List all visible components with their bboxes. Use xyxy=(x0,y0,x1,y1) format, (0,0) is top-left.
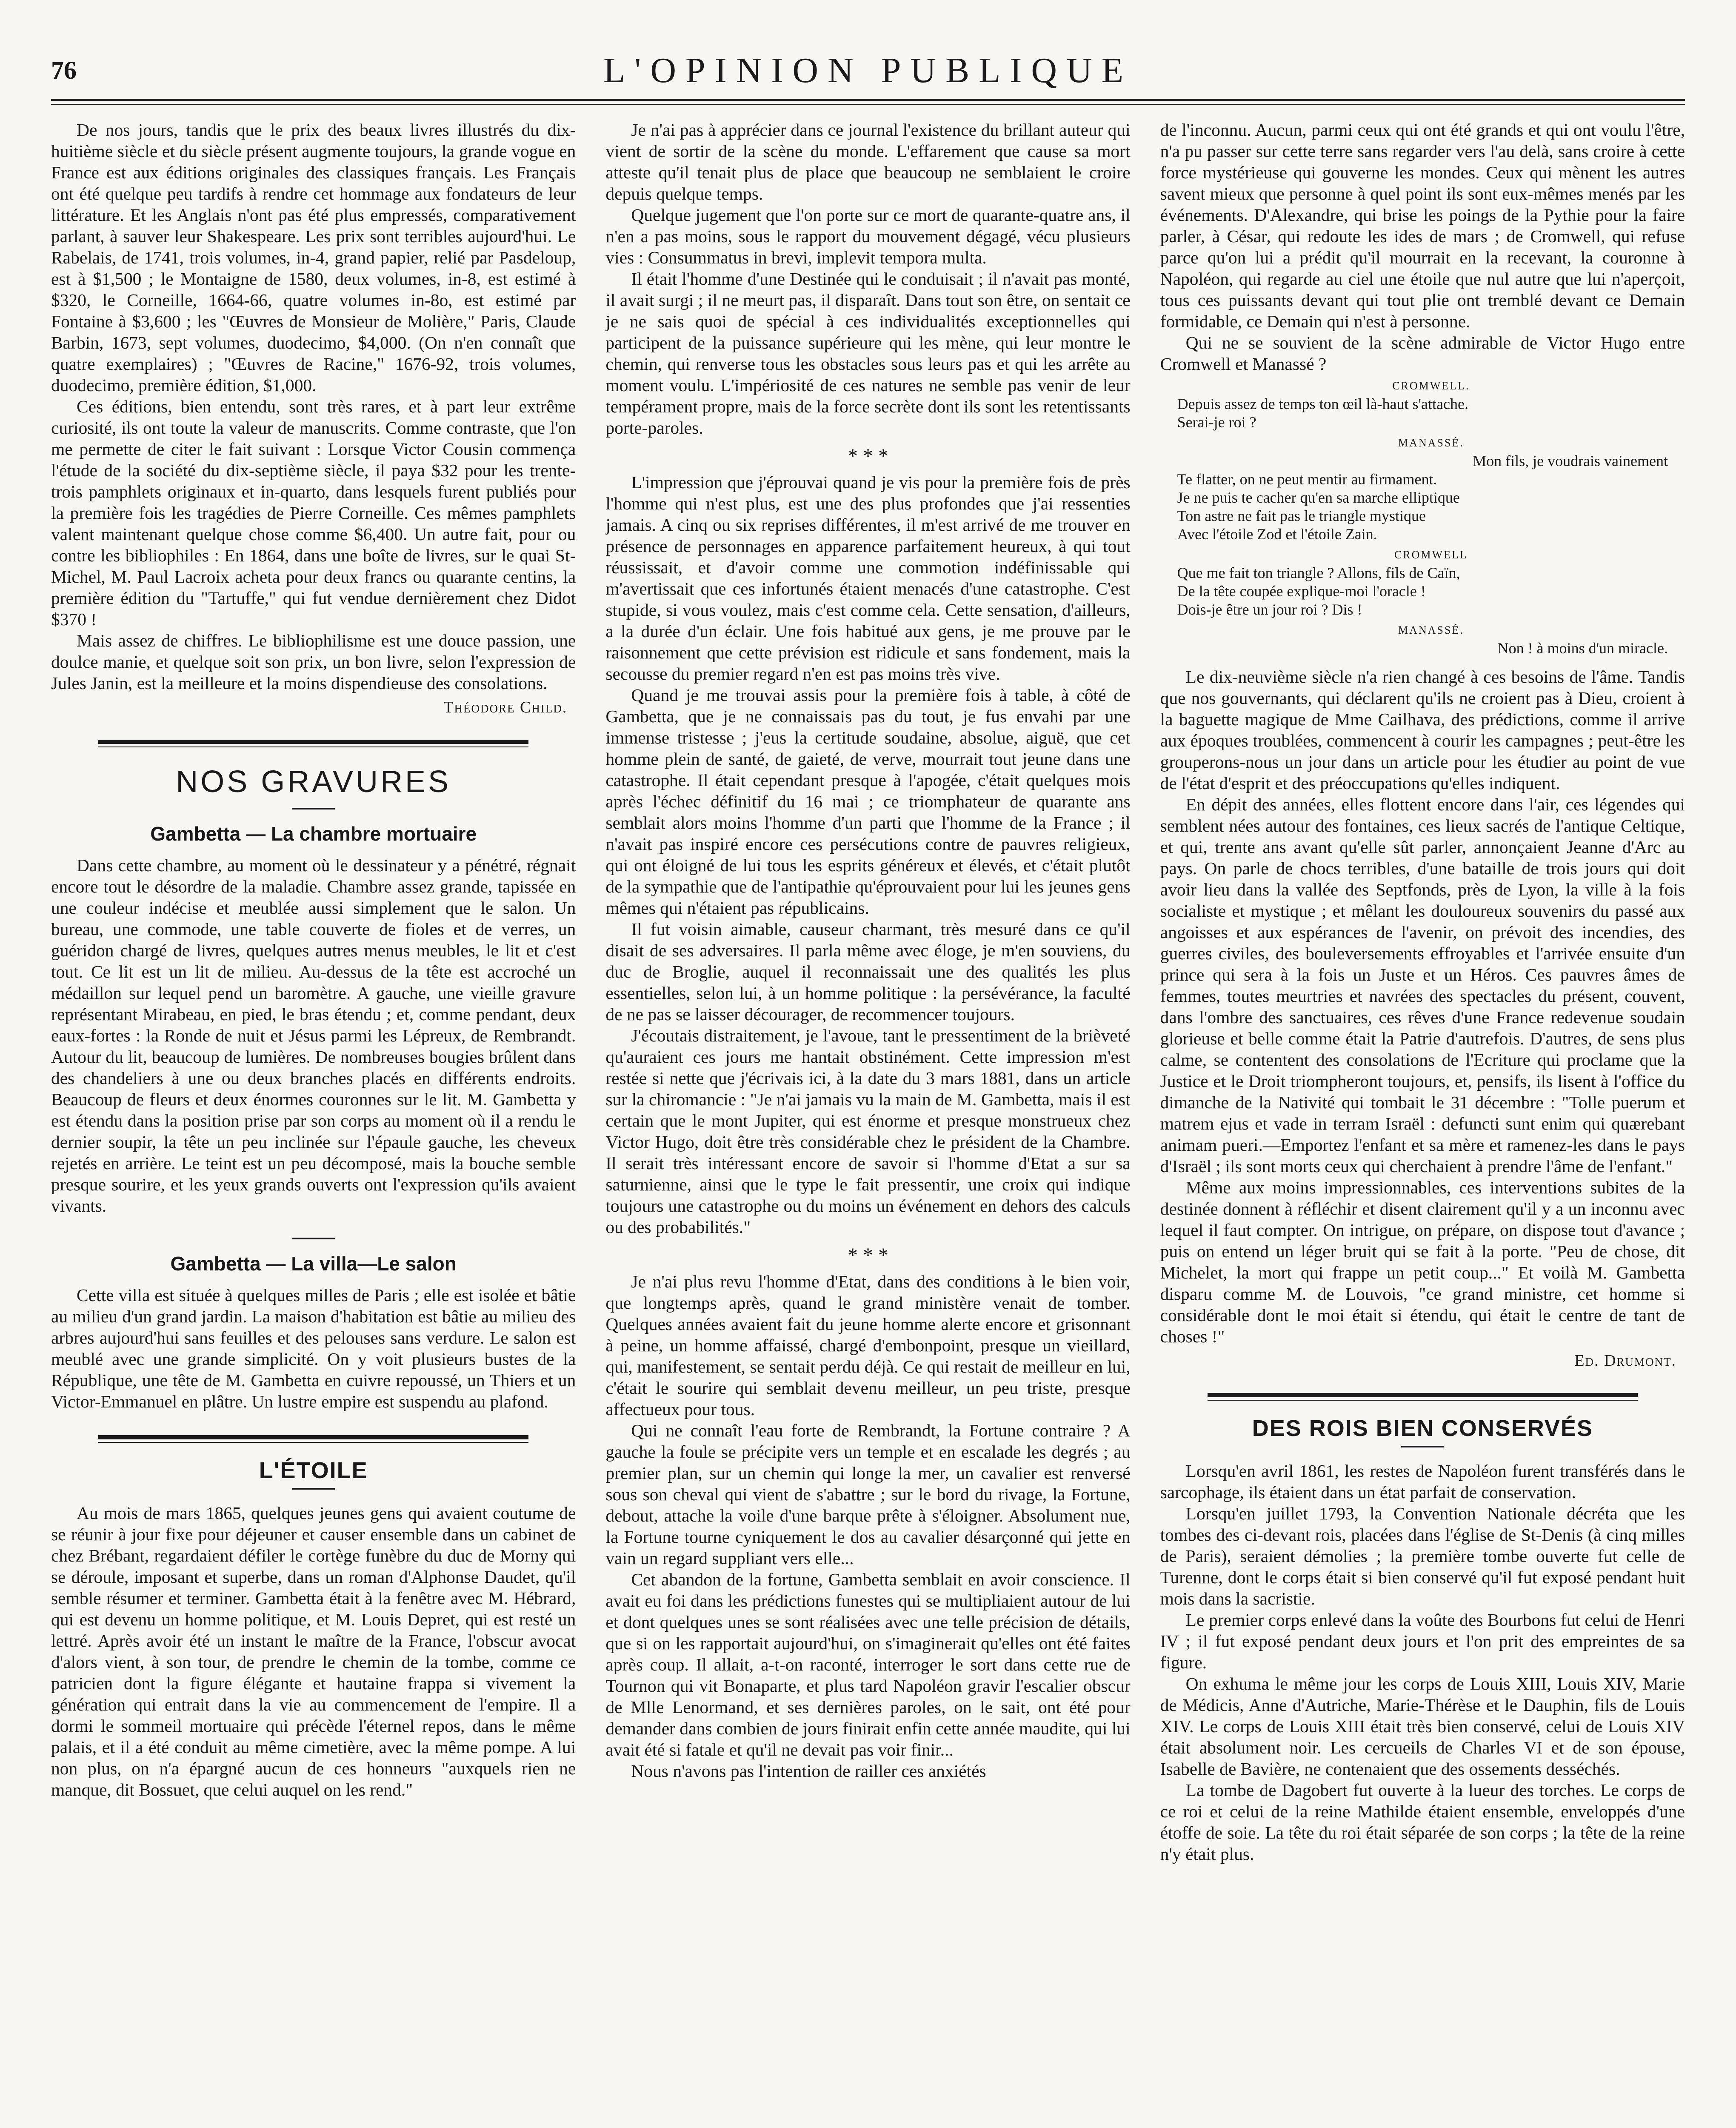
speaker-name: MANASSÉ. xyxy=(1398,437,1464,449)
section-divider xyxy=(98,1435,528,1439)
page-number: 76 xyxy=(51,56,77,84)
author-signature: Théodore Child. xyxy=(443,698,568,716)
speaker-name: CROMWELL xyxy=(1394,549,1468,561)
paragraph: Qui ne connaît l'eau forte de Rembrandt, la Fortune contraire ? A gauche la foule se précipite vers un temple et en escalade les degrés ; au premier plan, sur un chemin qui longe la mer, un cavalier est renversé sous son cheval qui vient de s'abattre ; sur le bord du rivage, la Fortune, debout, attache la voile d'une barque prête à s'éloigner. Absolument nue, la Fortune tourne cyniquement le dos au cavalier désarçonné qui jette en vain un regard suppliant vers elle... xyxy=(605,1421,1131,1568)
author-signature: Ed. Drumont. xyxy=(1574,1352,1676,1370)
verse: Que me fait ton triangle ? Allons, fils de Caïn, De la tête coupée explique-moi l'oracle ! Dois-je être un jour roi ? Dis ! xyxy=(1177,564,1460,618)
paragraph: Qui ne se souvient de la scène admirable de Victor Hugo entre Cromwell et Manassé ? xyxy=(1160,333,1685,374)
poem-excerpt xyxy=(1177,380,1685,658)
column-3 xyxy=(1160,119,1685,2128)
paragraph: Mais assez de chiffres. Le bibliophilisme est une douce passion, une doulce manie, et quelque soit son prix, un bon livre, selon l'expression de Jules Janin, est la meilleure et la moins dispendieuse des consolations. xyxy=(51,631,576,693)
verse: Mon fils, je voudrais vainement xyxy=(1473,452,1668,469)
verse: Depuis assez de temps ton œil là-haut s'attache. Serai-je roi ? xyxy=(1177,395,1468,431)
speaker-name: CROMWELL. xyxy=(1392,380,1470,392)
paragraph: Quelque jugement que l'on porte sur ce mort de quarante-quatre ans, il n'en a pas moins, sous le rapport du mouvement dégagé, vécu plusieurs vies : Consummatus in brevi, implevit tempora multa. xyxy=(605,205,1131,267)
paragraph: J'écoutais distraitement, je l'avoue, tant le pressentiment de la brièveté qu'auraient ces jours me hantait obstinément. Cette impression m'est restée si nette que j'écrivais ici, à la date du 3 mars 1881, dans un article sur la chiromancie : "Je n'ai jamais vu la main de M. Gambetta, mais il est certain que le mont Jupiter, qui est énorme et presque monstrueux chez Victor Hugo, doit être très considérable chez le président de la Chambre. Il serait très intéressant encore de savoir si l'homme d'Etat a sur sa saturnienne, ainsi que le type le fait pressentir, une croix qui indique toujours une catastrophe ou du moins un événement en dehors des calculs ou des probabilités." xyxy=(605,1026,1131,1237)
short-rule xyxy=(292,808,335,809)
column-2 xyxy=(605,119,1130,2128)
header-rule xyxy=(51,99,1685,101)
paragraph: Cet abandon de la fortune, Gambetta semblait en avoir conscience. Il avait eu foi dans les prédictions funestes qui se multipliaient autour de lui et dont quelques unes se sont réalisées avec une telle précision de détails, que si on les rapportait aujourd'hui, on s'imaginerait qu'elles ont été faites après coup. Il allait, a-t-on raconté, interroger le sort dans cette rue de Tournon qui vit Bonaparte, et plus tard Napoléon gravir l'escalier obscur de Mlle Lenormand, et ses dernières paroles, on le sait, ont été pour demander dans combien de jours finirait enfin cette année maudite, qui lui avait été si fatale et qu'il ne devait pas voir finir... xyxy=(605,1570,1131,1759)
page-header xyxy=(51,47,1685,94)
paragraph: On exhuma le même jour les corps de Louis XIII, Louis XIV, Marie de Médicis, Anne d'Autriche, Marie-Thérèse et le Dauphin, fils de Louis XIV. Le corps de Louis XIII était très bien conservé, celui de Louis XIV était absolument noir. Les cercueils de Charles VI et de son épouse, Isabelle de Bavière, ne contenaient que des ossements desséchés. xyxy=(1160,1674,1685,1779)
paragraph: La tombe de Dagobert fut ouverte à la lueur des torches. Le corps de ce roi et celui de la reine Mathilde étaient ensemble, enveloppés d'une étoffe de soie. La tête du roi était séparée de son corps ; la tête de la reine n'y était plus. xyxy=(1160,1780,1685,1864)
article-title: L'ÉTOILE xyxy=(259,1458,368,1483)
paragraph: Le premier corps enlevé dans la voûte des Bourbons fut celui de Henri IV ; il fut exposé pendant deux jours et l'on prit des empreintes de sa figure. xyxy=(1160,1610,1685,1672)
paragraph: En dépit des années, elles flottent encore dans l'air, ces légendes qui semblent nées autour des fontaines, ces lieux sacrés de l'antique Celtique, et qui, trente ans avant qu'elle sût parler, annonçaient Jeanne d'Arc au pays. On parle de chocs terribles, d'une bataille de trois jours qui doit avoir lieu dans la vallée des Septfonds, près de Lyon, la ville à la fois socialiste et mystique ; et mêlant les douloureux souvenirs du passé aux angoisses et aux espérances de l'avenir, on prévoit des incendies, des guerres civiles, des bouleversements effroyables et l'arrivée ensuite d'un prince qui sera à la fois un Juste et un Héros. Ces pauvres âmes de femmes, toutes meurtries et navrées des spectacles du présent, couvent, dans l'ombre des sanctuaires, ces rêves d'une France redevenue soudain glorieuse et belle comme était la Patrie d'autrefois. D'autres, de sens plus calme, se contentent des consolations de l'Ecriture qui proclame que la Justice et le Droit triompheront toujours, et, pensifs, ils lisent à l'office du dimanche de la Nativité qui tombait le 31 décembre : "Tolle puerum et matrem ejus et vade in terram Israël : defuncti sunt enim qui quærebant animam pueri.—Emportez l'enfant et sa mère et ramenez-les dans le pays d'Israël ; ils sont morts ceux qui cherchaient à prendre l'âme de l'enfant." xyxy=(1160,795,1685,1176)
section-heading: NOS GRAVURES xyxy=(176,765,451,799)
section-divider-thin xyxy=(1208,1400,1638,1401)
paragraph: Lorsqu'en avril 1861, les restes de Napoléon furent transférés dans le sarcophage, ils étaient dans un état parfait de conservation. xyxy=(1160,1461,1685,1502)
paragraph: Quand je me trouvai assis pour la première fois à table, à côté de Gambetta, que je ne connaissais pas du tout, je fus envahi par une immense tristesse ; j'eus la certitude soudaine, absolue, aiguë, que cet homme plein de santé, de gaieté, de verve, mourrait tout jeune dans une catastrophe. Il était cependant presque à l'apogée, c'était quelques mois après l'échec définitif du 16 mai ; ce triomphateur de quarante ans semblait alors moins l'homme d'un parti que l'homme de la France ; il n'avait pas inspiré encore ces persécutions contre de pauvres religieux, qui ont éloigné de lui tous les esprits généreux et élevés, et c'était plutôt de la sympathie que de l'antipathie qu'éprouvaient pour lui les jeunes gens mêmes qui n'étaient pas républicains. xyxy=(605,685,1131,918)
paragraph: Au mois de mars 1865, quelques jeunes gens qui avaient coutume de se réunir à jour fixe pour déjeuner et causer ensemble dans un cabinet de chez Brébant, regardaient défiler le cortège funèbre du duc de Morny qui se déroule, imposant et superbe, dans un roman d'Alphonse Daudet, qu'il semble résumer et terminer. Gambetta était à la fenêtre avec M. Hébrard, qui est devenu un homme politique, et M. Louis Depret, qui est resté un lettré. Après avoir été un instant le maître de la France, l'obscur avocat d'alors vient, à son tour, de prendre le chemin de la tombe, comme ce patricien dont la figure élégante et hautaine frappa si vivement la génération qui entrait dans la vie au commencement de l'empire. Il a dormi le sommeil mortuaire qui précède l'éternel repos, dans le même palais, et il a été conduit au même cimetière, avec la même pompe. A lui non plus, on n'a épargné aucun de ces honneurs "auxquels rien ne manque, dit Bossuet, que celui auquel on les rend." xyxy=(51,1503,576,1799)
verse: Non ! à moins d'un miracle. xyxy=(1497,640,1668,657)
section-divider-thin xyxy=(98,1442,528,1443)
paragraph: Même aux moins impressionnables, ces interventions subites de la destinée donnent à réfléchir et disent clairement qu'il y a un inconnu avec lequel il faut compter. On intrigue, on prépare, on dispose tout d'avance ; puis on entend un léger bruit qui se fait à la porte. "Peu de chose, dit Michelet, la mort qui frappe un petit coup..." Et voilà M. Gambetta disparu comme M. de Louvois, "ce grand ministre, cet homme si considérable dont le moi était si étendu, qui était le centre de tant de choses !" xyxy=(1160,1178,1685,1346)
paragraph: de l'inconnu. Aucun, parmi ceux qui ont été grands et qui ont voulu l'être, n'a pu passer sur cette terre sans regarder vers l'au delà, sans croire à cette force mystérieuse qui gouverne les mondes. Ceux qui mènent les autres savent mieux que personne à quel point ils sont eux-mêmes menés par les événements. D'Alexandre, qui brise les poings de la Pythie pour la faire parler, à César, qui redoute les ides de mars ; de Cromwell, qui refuse parce qu'on lui a prédit qu'il mourrait en la recevant, la couronne à Napoléon, qui regarde au ciel une étoile que nul autre que lui n'aperçoit, tous ces puissants devant qui tout plie ont tremblé devant ce Demain formidable, ce Demain qui n'est à personne. xyxy=(1160,120,1685,331)
section-divider xyxy=(98,740,528,744)
text-columns xyxy=(51,119,1685,2128)
column-1 xyxy=(51,119,576,2128)
paragraph: Il était l'homme d'une Destinée qui le conduisait ; il n'avait pas monté, il avait surgi ; il ne meurt pas, il disparaît. Dans tout son être, on sentait ce je ne sais quoi de spécial à ces individualités exceptionnelles qui participent de la puissance supérieure qui les mène, qui leur montre le chemin, qui renverse tous les obstacles sous leurs pas et qui les arrête au moment voulu. L'impériosité de ces natures ne semble pas venir de leur tempérament propre, mais de la force secrète dont ils sont les retentissants porte-paroles. xyxy=(605,269,1131,438)
paragraph: Ces éditions, bien entendu, sont très rares, et à part leur extrême curiosité, ils ont toute la valeur de manuscrits. Comme contraste, que l'on me permette de citer le fait suivant : Lorsque Victor Cousin commença l'étude de la société du dix-septième siècle, il paya $32 pour les trente-trois pamphlets originaux et in-quarto, dans lesquels furent publiés pour la première fois les tragédies de Pierre Corneille. Ces mêmes pamphlets valent maintenant quelque chose comme $6,400. Un autre fait, pour ou contre les bibliophiles : En 1864, dans une boîte de livres, sur le quai St-Michel, M. Paul Lacroix acheta pour deux francs ou quarante centins, la première édition du "Tartuffe," qui fut vendue dernièrement chez Didot $370 ! xyxy=(51,397,576,629)
header-rule-thin xyxy=(51,104,1685,105)
paragraph: Nous n'avons pas l'intention de railler ces anxiétés xyxy=(631,1761,986,1781)
paragraph: Le dix-neuvième siècle n'a rien changé à ces besoins de l'âme. Tandis que nos gouvernants, qui déclarent qu'ils ne croient pas à Dieu, croient à la baguette magique de Mme Cailhava, des prédictions, comme il arrive aux époques troublées, commencent à courir les campagnes ; peut-être les grouperons-nous un jour dans un article pour les étudier au point de vue de l'état d'esprit et des préoccupations qu'elles indiquent. xyxy=(1160,667,1685,793)
paragraph: Je n'ai pas à apprécier dans ce journal l'existence du brillant auteur qui vient de sortir de la scène du monde. L'effarement que cause sa mort atteste qu'il tenait plus de place que beaucoup ne semblaient le croire depuis quelque temps. xyxy=(605,120,1131,203)
short-rule xyxy=(292,1488,335,1490)
paragraph: De nos jours, tandis que le prix des beaux livres illustrés du dix-huitième siècle et du siècle présent augmente toujours, la grande vogue en France est aux éditions originales des classiques français. Les Français ont été quelque peu tardifs à rendre cet hommage aux fondateurs de leur littérature. Et les Anglais n'ont pas été plus empressés, comparativement parlant, à sauver leur Shakespeare. Les prix sont terribles aujourd'hui. Le Rabelais, de 1741, trois volumes, in-4, grand papier, relié par Pasdeloup, est à $1,500 ; le Montaigne de 1580, deux volumes, in-8, est estimé à $320, le Corneille, 1664-66, quatre volumes in-8o, est estimé par Fontaine à $3,600 ; les "Œuvres de Monsieur de Molière," Paris, Claude Barbin, 1673, sept volumes, duodecimo, $4,000. (On n'en connaît que quatre exemplaires) ; "Œuvres de Racine," 1676-92, trois volumes, duodecimo, première édition, $1,000. xyxy=(51,120,576,395)
paragraph: Dans cette chambre, au moment où le dessinateur y a pénétré, régnait encore tout le désordre de la maladie. Chambre assez grande, tapissée en une couleur indécise et meublée aussi simplement que le salon. Un bureau, une commode, une table couverte de fioles et de verres, un guéridon chargé de livres, quelques autres menus meubles, le lit et c'est tout. Ce lit est un lit de milieu. Au-dessus de la tête est accroché un médaillon sur lequel pend un baromètre. A gauche, une vieille gravure représentant Mirabeau, en pied, le bras étendu ; et, comme pendant, deux eaux-fortes : la Ronde de nuit et Jésus parmi les Lépreux, de Rembrandt. Autour du lit, beaucoup de lumières. De nombreuses bougies brûlent dans des chandeliers à une ou deux branches placés en différents endroits. Beaucoup de fleurs et deux énormes couronnes sur le lit. M. Gambetta y est étendu dans la position prise par son corps au moment où il a rendu le dernier soupir, la tête un peu inclinée sur l'épaule gauche, les cheveux rejetés en arrière. Le teint est un peu décomposé, mais la bouche semble presque sourire, et les yeux grands ouverts ont l'expression qu'ils avaient vivants. xyxy=(51,855,576,1216)
paragraph: Lorsqu'en juillet 1793, la Convention Nationale décréta que les tombes des ci-devant rois, placées dans l'église de St-Denis (à cinq milles de Paris), seraient démolies ; la première tombe ouverte fut celle de Turenne, dont le corps était si bien conservé qu'il fut exposé pendant huit mois dans la sacristie. xyxy=(1160,1504,1685,1608)
masthead: L'OPINION PUBLIQUE xyxy=(603,50,1133,90)
paragraph: L'impression que j'éprouvai quand je vis pour la première fois de près l'homme qui n'est plus, est une des plus profondes que j'ai ressenties jamais. A cinq ou six reprises différentes, il m'est arrivé de me trouver en présence de personnages en apparence parfaitement heureux, à qui tout réussissait, et d'avoir comme une commotion indéfinissable qui m'avertissait que ces infortunés étaient menacés d'une catastrophe. C'est stupide, si vous voulez, mais c'est comme cela. Cette sensation, d'ailleurs, a la durée d'un éclair. Une fois habitué aux gens, je me prouve par le raisonnement que cette prévision est ridicule et sans fondement, mais la secousse du premier regard n'en est pas moins très vive. xyxy=(605,472,1131,684)
sub-heading: Gambetta — La villa—Le salon xyxy=(170,1253,457,1275)
article-title: DES ROIS BIEN CONSERVÉS xyxy=(1252,1416,1593,1441)
section-divider xyxy=(1208,1393,1638,1397)
paragraph: Il fut voisin aimable, causeur charmant, très mesuré dans ce qu'il disait de ses adversaires. Il parla même avec éloge, je m'en souviens, du duc de Broglie, auquel il reconnaissait une des qualités les plus essentielles, selon lui, à un homme politique : la persévérance, la faculté de ne pas se laisser décourager, de recommencer toujours. xyxy=(605,919,1131,1024)
paragraph: Je n'ai plus revu l'homme d'Etat, dans des conditions à le bien voir, que longtemps après, quand le grand ministère venait de tomber. Quelques années avaient fait du jeune homme alerte encore et grisonnant à peine, un homme affaissé, chargé d'embonpoint, presque un vieillard, qui, manifestement, se sentait perdu déjà. Ce qui restait de meilleur en lui, c'était le sourire qui semblait devenu meilleur, un peu triste, presque affectueux pour tous. xyxy=(605,1272,1131,1419)
short-rule xyxy=(1401,1446,1444,1447)
speaker-name: MANASSÉ. xyxy=(1398,624,1464,636)
short-rule xyxy=(292,1238,335,1239)
paragraph: Cette villa est située à quelques milles de Paris ; elle est isolée et bâtie au milieu d'un grand jardin. La maison d'habitation est bâtie au milieu des arbres aujourd'hui sans feuilles et des pelouses sans verdure. Le salon est meublé avec une grande simplicité. On y voit plusieurs bustes de la République, une tête de M. Gambetta en cuivre repoussé, un Thiers et un Victor-Emmanuel en plâtre. Un lustre empire est suspendu au plafond. xyxy=(51,1285,576,1411)
sub-heading: Gambetta — La chambre mortuaire xyxy=(150,823,477,845)
verse: Te flatter, on ne peut mentir au firmament. Je ne puis te cacher qu'en sa marche elliptique Ton astre ne fait pas le triangle mystique Avec l'étoile Zod et l'étoile Zain. xyxy=(1177,471,1460,543)
asterism: * * * xyxy=(847,1244,888,1267)
asterism: * * * xyxy=(847,445,888,467)
